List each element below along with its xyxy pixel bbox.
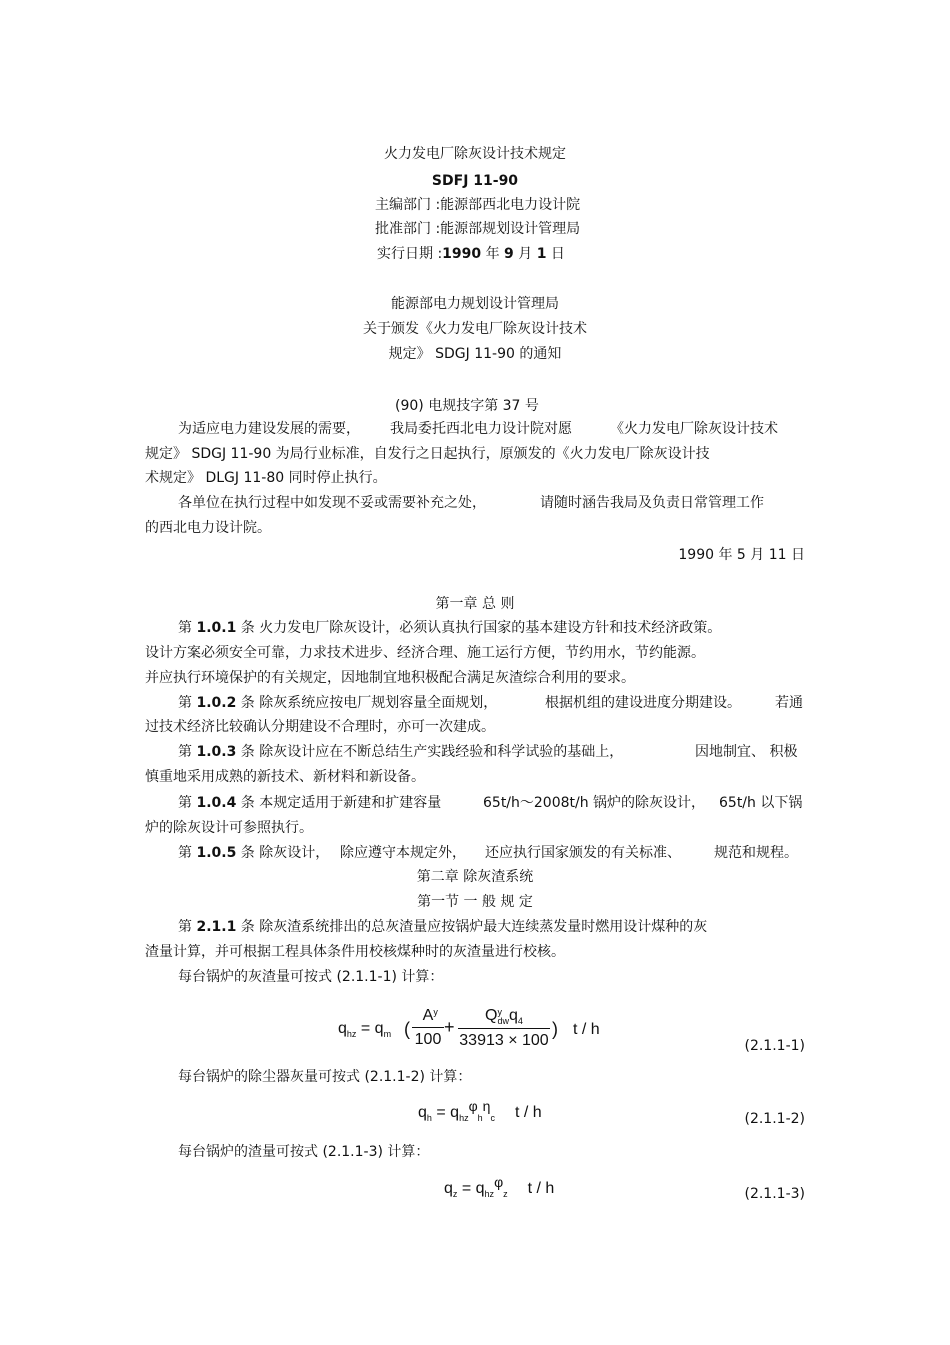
eq2-q: q	[418, 1104, 427, 1121]
eq1-q4: q	[509, 1007, 518, 1024]
notice-para1-line1b: 我局委托西北电力设计院对愿	[390, 421, 572, 437]
editor-line	[375, 196, 580, 214]
article-prefix: 第	[178, 744, 197, 760]
eq2-unit: t / h	[514, 1104, 542, 1121]
eq2-eta-sub: c	[490, 1113, 495, 1123]
date-month: 9	[504, 246, 514, 262]
eq1-equals-q: = q	[356, 1020, 384, 1037]
article-1-0-5-line1d: 规范和规程。	[714, 845, 798, 861]
date-month-unit: 月	[513, 246, 537, 262]
eq2-number: (2.1.1-2)	[744, 1111, 805, 1127]
eq1-frac2-den: 33913 × 100	[459, 1032, 549, 1049]
article-1-0-2-line1a	[178, 694, 497, 712]
document-code: SDFJ 11-90	[431, 173, 519, 189]
eq1-plus: +	[444, 1017, 455, 1037]
eq1-open-paren: (	[404, 1019, 410, 1039]
eq1-frac1-num	[412, 1005, 444, 1028]
chapter2-heading: 第二章 除灰渣系统	[416, 869, 534, 885]
eq2-equals-q: = q	[431, 1104, 460, 1121]
eq1-frac2	[458, 1005, 550, 1053]
eq1-Q: Q	[485, 1007, 498, 1024]
article-1-0-1-line2: 设计方案必须安全可靠，力求技术进步、经济合理、施工运行方便，节约用水，节约能源。	[145, 645, 705, 661]
formula1-intro: 每台锅炉的灰渣量可按式 (2.1.1-1) 计算：	[178, 969, 444, 985]
date-day: 1	[536, 246, 547, 262]
eq1-close-paren: )	[552, 1019, 558, 1039]
article-number: 1.0.2	[196, 695, 237, 711]
article-1-0-4-line2: 炉的除灰设计可参照执行。	[145, 820, 313, 836]
formula2-intro: 每台锅炉的除尘器灰量可按式 (2.1.1-2) 计算：	[178, 1069, 472, 1085]
document-title: 火力发电厂除灰设计技术规定	[384, 146, 566, 162]
eq1-frac1-den: 100	[414, 1031, 442, 1048]
article-prefix: 第	[178, 919, 197, 935]
notice-number: (90) 电规技字第 37 号	[395, 398, 539, 414]
article-2-1-1-line1	[178, 918, 707, 936]
date-year-unit: 年	[481, 246, 505, 262]
notice-para1-line2: 规定》 SDGJ 11-90 为局行业标准，自发行之日起执行，原颁发的《火力发电厂除灰设计技	[145, 446, 710, 462]
eq1-frac2-num	[458, 1005, 550, 1029]
article-text: 条 除灰设计应在不断总结生产实践经验和科学试验的基础上，	[236, 744, 624, 760]
article-2-1-1-line2: 渣量计算，并可根据工程具体条件用校核煤种时的灰渣量进行校核。	[145, 944, 565, 960]
article-text: 条 火力发电厂除灰设计，必须认真执行国家的基本建设方针和技术经济政策。	[236, 620, 722, 636]
notice-para2-line2: 的西北电力设计院。	[145, 520, 271, 536]
eq1-q-sub: hz	[346, 1029, 357, 1039]
eq1-lhs	[338, 1020, 391, 1038]
editor-value: 能源部西北电力设计院	[440, 197, 581, 213]
article-1-0-1-line1	[178, 619, 721, 637]
formula3-intro: 每台锅炉的渣量可按式 (2.1.1-3) 计算：	[178, 1144, 430, 1160]
date-label: 实行日期 :	[377, 246, 443, 262]
eq1-frac1	[412, 1005, 444, 1052]
article-1-0-4-line1b: 65t/h～2008t/h 锅炉的除灰设计，	[483, 795, 706, 811]
article-number: 1.0.5	[196, 845, 237, 861]
article-1-0-4-line1c: 65t/h 以下锅	[719, 795, 803, 811]
article-text: 条 除灰渣系统排出的总灰渣量应按锅炉最大连续蒸发量时燃用设计煤种的灰	[236, 919, 708, 935]
eq1-m-sub: m	[383, 1029, 392, 1039]
eq3-hz-sub: hz	[484, 1189, 495, 1199]
notice-title-1: 能源部电力规划设计管理局	[391, 296, 559, 312]
section1-heading: 第一节 一 般 规 定	[417, 894, 533, 910]
effective-date-line	[377, 245, 565, 263]
article-number: 1.0.4	[196, 795, 237, 811]
notice-para2-line1b: 请随时涵告我局及负责日常管理工作	[540, 495, 764, 511]
eq3-number: (2.1.1-3)	[744, 1186, 805, 1202]
notice-title-3: 规定》 SDGJ 11-90 的通知	[388, 346, 562, 362]
article-text: 条 本规定适用于新建和扩建容量	[236, 795, 442, 811]
article-1-0-2-line2: 过技术经济比较确认分期建设不合理时，亦可一次建成。	[145, 719, 495, 735]
eq3-equals-q: = q	[457, 1180, 485, 1197]
notice-para1-line3: 术规定》 DLGJ 11-80 同时停止执行。	[145, 470, 387, 486]
article-1-0-5-line1b: 除应遵守本规定外，	[340, 845, 466, 861]
eq3-unit: t / h	[527, 1180, 555, 1197]
eq3-phi: φ	[494, 1174, 504, 1190]
article-1-0-2-line1c: 若通	[775, 695, 803, 711]
article-1-0-3-line2: 慎重地采用成熟的新技术、新材料和新设备。	[145, 769, 425, 785]
article-text: 条 除灰系统应按电厂规划容量全面规划，	[236, 695, 498, 711]
eq2-phi-sub: h	[477, 1113, 483, 1123]
chapter1-heading: 第一章 总 则	[435, 596, 515, 612]
approver-label: 批准部门 :	[375, 221, 441, 237]
notice-signed-date: 1990 年 5 月 11 日	[678, 547, 805, 563]
eq1-q4-sub: 4	[517, 1016, 523, 1026]
eq1-A: A	[422, 1007, 434, 1024]
approver-value: 能源部规划设计管理局	[440, 221, 581, 237]
article-text: 条 除灰设计，	[236, 845, 330, 861]
eq2-phi: φ	[468, 1098, 478, 1114]
equation-2-1-1-2	[418, 1100, 542, 1126]
approver-line	[375, 220, 580, 238]
eq1-unit: t / h	[573, 1021, 600, 1038]
equation-2-1-1-3	[444, 1176, 554, 1202]
eq3-q: q	[444, 1180, 453, 1197]
notice-para1-line1c: 《火力发电厂除灰设计技术	[610, 421, 778, 437]
eq1-A-sup: y	[433, 1007, 438, 1017]
notice-para2-line1a: 各单位在执行过程中如发现不妥或需要补充之处，	[178, 495, 486, 511]
article-number: 2.1.1	[196, 919, 237, 935]
date-year: 1990	[442, 246, 482, 262]
article-number: 1.0.3	[196, 744, 237, 760]
eq1-number: (2.1.1-1)	[744, 1038, 805, 1054]
eq3-q-sub: z	[452, 1189, 458, 1199]
article-1-0-3-line1b: 因地制宜、 积极	[695, 744, 798, 760]
article-1-0-5-line1c: 还应执行国家颁发的有关标准、	[485, 845, 681, 861]
eq2-q-sub: h	[426, 1113, 432, 1123]
article-1-0-1-line3: 并应执行环境保护的有关规定，因地制宜地积极配合满足灰渣综合利用的要求。	[145, 670, 635, 686]
date-day-unit: 日	[546, 246, 565, 262]
article-prefix: 第	[178, 845, 197, 861]
eq2-eta: η	[482, 1098, 491, 1114]
notice-title-2: 关于颁发《火力发电厂除灰设计技术	[363, 321, 587, 337]
editor-label: 主编部门 :	[375, 197, 441, 213]
article-prefix: 第	[178, 620, 197, 636]
article-1-0-4-line1a	[178, 794, 441, 812]
eq1-q: q	[338, 1020, 347, 1037]
notice-para1-line1a: 为适应电力建设发展的需要，	[178, 421, 360, 437]
eq1-Q-sub: dw	[497, 1016, 510, 1026]
eq1-Q-sup: y	[497, 1007, 502, 1017]
article-1-0-5-line1a	[178, 844, 329, 862]
eq2-hz-sub: hz	[459, 1113, 469, 1123]
article-1-0-3-line1a	[178, 743, 623, 761]
article-number: 1.0.1	[196, 620, 237, 636]
eq3-phi-sub: z	[503, 1189, 508, 1199]
article-prefix: 第	[178, 695, 197, 711]
article-prefix: 第	[178, 795, 197, 811]
article-1-0-2-line1b: 根据机组的建设进度分期建设。	[545, 695, 741, 711]
